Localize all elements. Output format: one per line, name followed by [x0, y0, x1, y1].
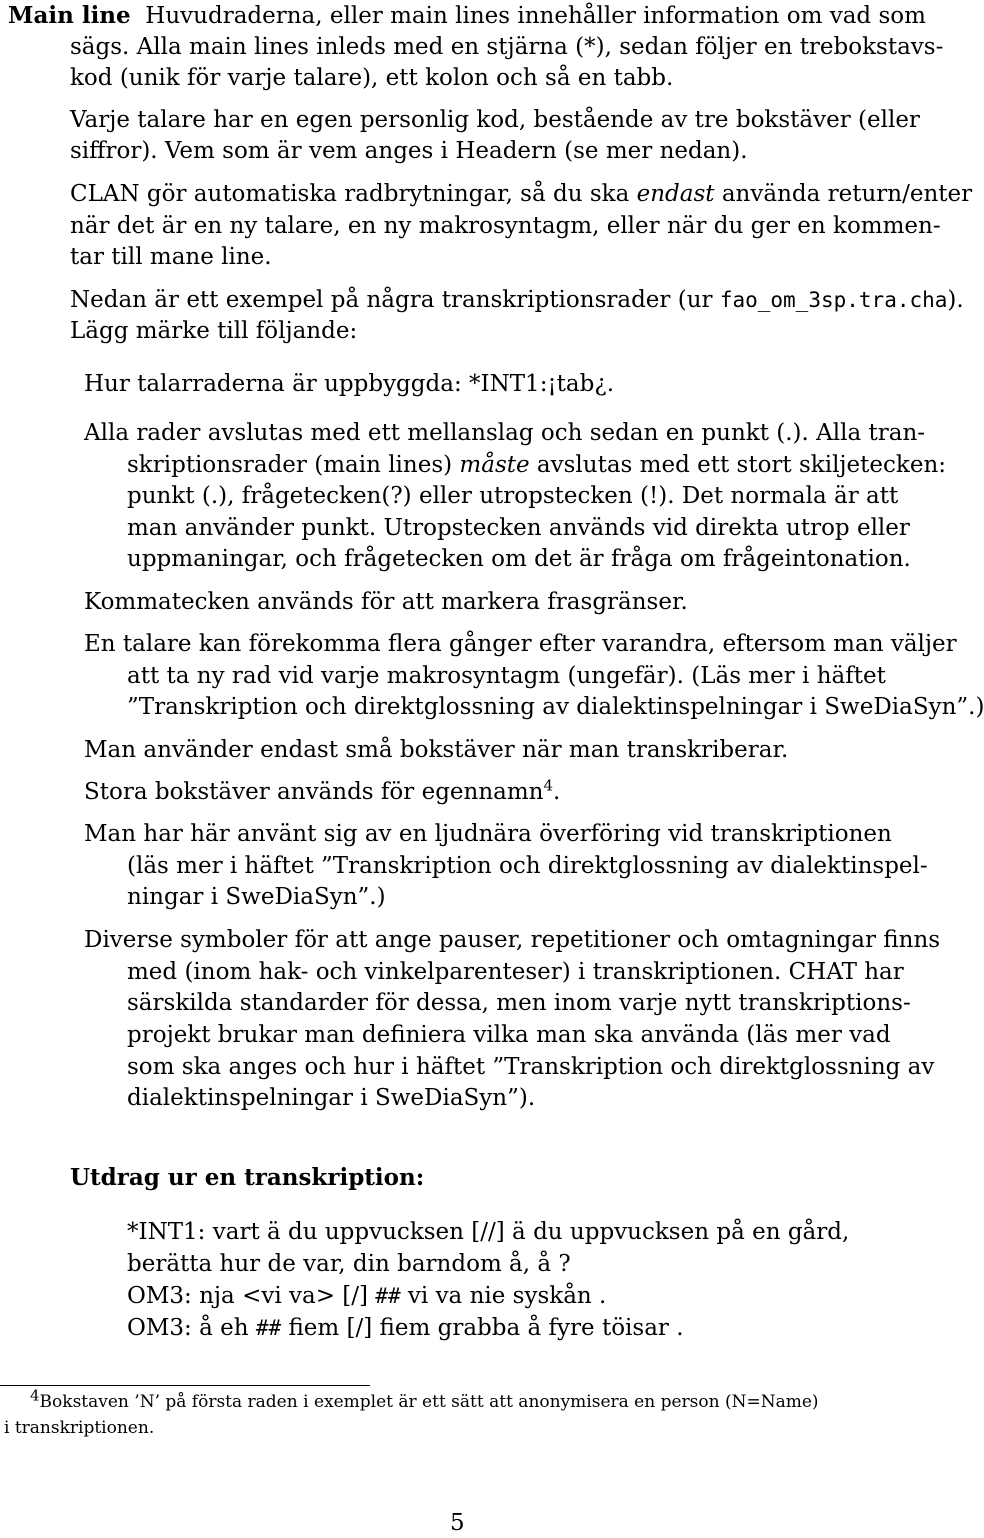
main-line-line-3: kod (unik för varje talare), ett kolon och så en tabb.: [70, 65, 674, 91]
item-komma: Kommatecken används för att markera frasgränser.: [84, 589, 688, 615]
item-talare-line-2: att ta ny rad vid varje makrosyntagm (ungefär). (Läs mer i häftet: [127, 663, 886, 689]
pause-symbol: ##: [255, 1316, 282, 1340]
footnote-rule: [0, 1385, 370, 1386]
excerpt-l3-a: OM3: nja <vi va> [/]: [127, 1283, 376, 1309]
clan-text-b: använda return/enter: [714, 181, 973, 207]
footnote-mark: 4: [30, 1386, 40, 1405]
item-diverse-line-3: särskilda standarder för dessa, men inom varje nytt transkriptions-: [127, 990, 911, 1016]
item-ljud-line-1: Man har här använt sig av en ljudnära överföring vid transkriptionen: [84, 821, 892, 847]
item-talare-line-1: En talare kan förekomma flera gånger efter varandra, eftersom man väljer: [84, 631, 957, 657]
clan-line-3: tar till mane line.: [70, 244, 272, 270]
footnote-line-1: [30, 1386, 819, 1415]
footnote-ref: 4: [543, 776, 554, 795]
footnote-line-2: i transkriptionen.: [4, 1418, 155, 1438]
item-ljud-line-3: ningar i SweDiaSyn”.): [127, 884, 386, 910]
main-line-term: Main line: [8, 2, 131, 29]
item-diverse-line-2: med (inom hak- och vinkelparenteser) i transkriptionen. CHAT har: [127, 959, 904, 985]
excerpt-l4-a: OM3: å eh: [127, 1315, 256, 1341]
nedan-line-2: Lägg märke till följande:: [70, 318, 358, 344]
excerpt-line-2: berätta hur de var, din barndom å, å ?: [127, 1251, 571, 1277]
stora-text: Stora bokstäver används för egennamn: [84, 779, 544, 805]
item-hur: Hur talarraderna är uppbyggda: *INT1:¡tab¿.: [84, 371, 614, 397]
page-number: 5: [450, 1510, 465, 1536]
item-alla-line-3: punkt (.), frågetecken(?) eller utropstecken (!). Det normala är att: [127, 483, 899, 509]
footnote-text: Bokstaven ’N’ på första raden i exemplet är ett sätt att anonymisera en person (N=Name): [39, 1392, 819, 1412]
excerpt-line-3: [127, 1280, 606, 1312]
item-diverse-line-1: Diverse symboler för att ange pauser, repetitioner och omtagningar finns: [84, 927, 941, 953]
nedan-text-b: ).: [947, 287, 964, 313]
excerpt-line-1: *INT1: vart ä du uppvucksen [//] ä du uppvucksen på en gård,: [127, 1219, 850, 1245]
alla-text-b: avslutas med ett stort skiljetecken:: [529, 452, 947, 478]
file-name-code: fao_om_3sp.tra.cha: [719, 288, 948, 312]
excerpt-line-4: [127, 1312, 684, 1344]
item-talare-line-3: ”Transkription och direktglossning av dialektinspelningar i SweDiaSyn”.): [127, 694, 984, 720]
alla-emphasis: måste: [459, 452, 530, 478]
clan-line-1: [70, 178, 972, 210]
alla-text-a: skriptionsrader (main lines): [127, 452, 460, 478]
item-diverse-line-6: dialektinspelningar i SweDiaSyn”).: [127, 1085, 536, 1111]
clan-line-2: när det är en ny talare, en ny makrosyntagm, eller när du ger en kommen-: [70, 213, 941, 239]
nedan-text-a: Nedan är ett exempel på några transkriptionsrader (ur: [70, 287, 720, 313]
excerpt-l3-b: vi va nie syskån .: [400, 1283, 607, 1309]
main-line-text: Huvudraderna, eller main lines innehåller information om vad som: [145, 3, 926, 29]
excerpt-l4-b: fiem [/] fiem grabba å fyre töisar .: [281, 1315, 684, 1341]
item-alla-line-1: Alla rader avslutas med ett mellanslag och sedan en punkt (.). Alla tran-: [84, 420, 926, 446]
main-line-line-1: [8, 0, 926, 32]
item-diverse-line-4: projekt brukar man definiera vilka man ska använda (läs mer vad: [127, 1022, 891, 1048]
item-sma: Man använder endast små bokstäver när man transkriberar.: [84, 737, 789, 763]
clan-text-a: CLAN gör automatiska radbrytningar, så du ska: [70, 181, 637, 207]
item-ljud-line-2: (läs mer i häftet ”Transkription och direktglossning av dialektinspel-: [127, 853, 928, 879]
item-diverse-line-5: som ska anges och hur i häftet ”Transkription och direktglossning av: [127, 1054, 935, 1080]
varje-line-1: Varje talare har en egen personlig kod, bestående av tre bokstäver (eller: [70, 107, 920, 133]
nedan-line-1: [70, 284, 964, 316]
stora-end: .: [553, 779, 561, 805]
main-line-line-2: sägs. Alla main lines inleds med en stjärna (*), sedan följer en trebokstavs-: [70, 34, 944, 60]
item-stora: [84, 776, 560, 808]
excerpt-heading: Utdrag ur en transkription:: [70, 1164, 425, 1191]
clan-emphasis: endast: [636, 181, 715, 207]
varje-line-2: siffror). Vem som är vem anges i Headern (se mer nedan).: [70, 138, 748, 164]
item-alla-line-4: man använder punkt. Utropstecken används vid direkta utrop eller: [127, 515, 910, 541]
item-alla-line-2: [127, 449, 946, 481]
item-alla-line-5: uppmaningar, och frågetecken om det är fråga om frågeintonation.: [127, 546, 911, 572]
pause-symbol: ##: [375, 1284, 401, 1308]
